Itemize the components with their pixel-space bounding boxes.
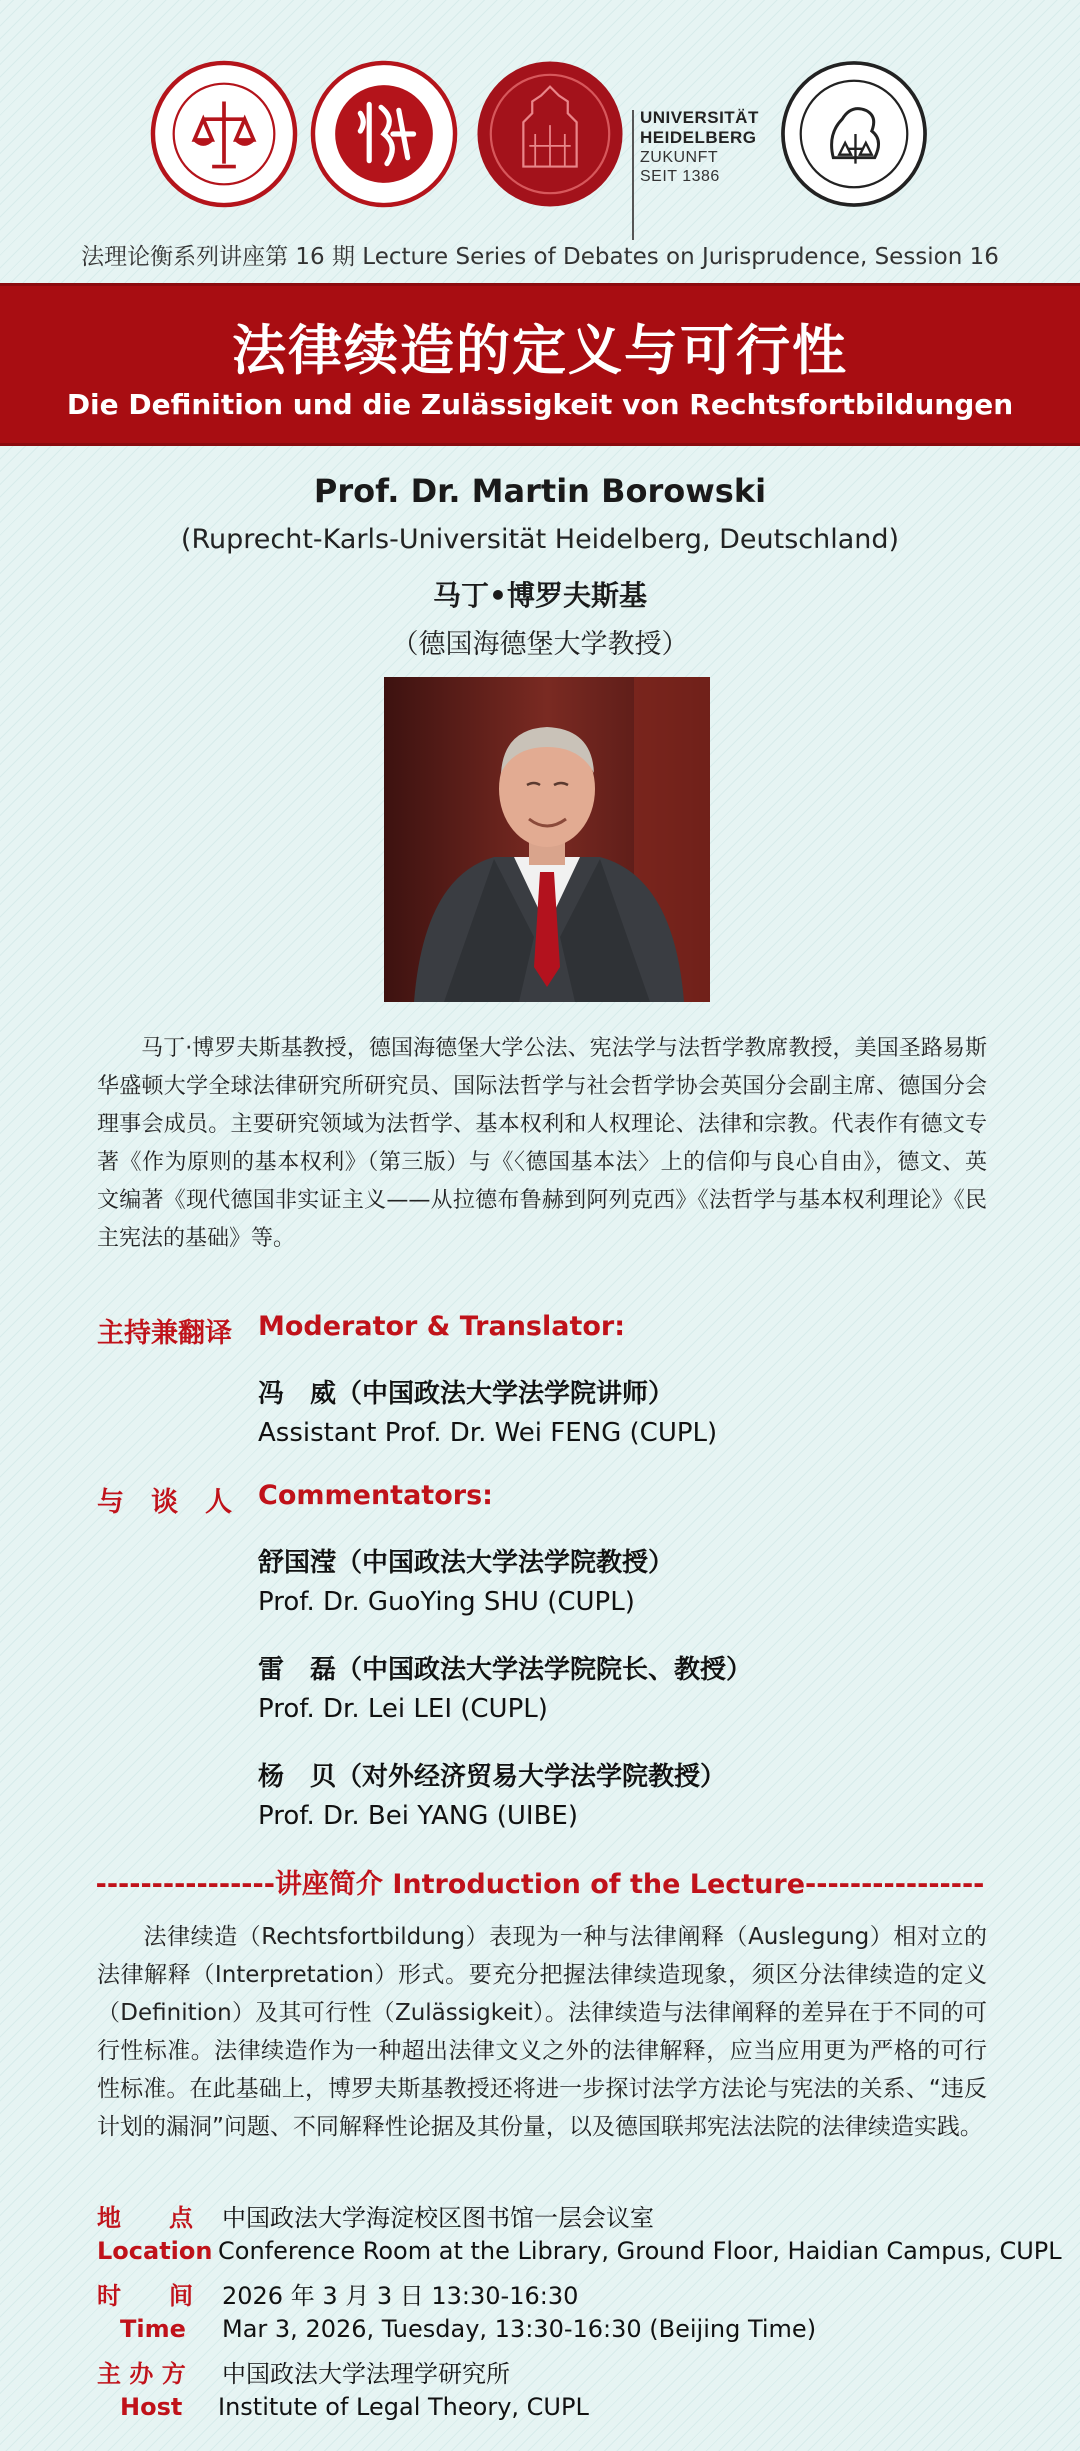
speaker-affiliation-en: (Ruprecht-Karls-Universität Heidelberg, Deutschland) bbox=[180, 524, 900, 555]
commentator-name-zh: 杨 贝（对外经济贸易大学法学院教授） bbox=[258, 1762, 727, 1792]
location-value-en: Conference Room at the Library, Ground Floor, Haidian Campus, CUPL bbox=[218, 2237, 1062, 2265]
commentator-name-en: Prof. Dr. Lei LEI (CUPL) bbox=[258, 1694, 548, 1724]
heidelberg-divider bbox=[632, 110, 634, 240]
commentator-name-en: Prof. Dr. GuoYing SHU (CUPL) bbox=[258, 1587, 635, 1617]
commentator-name-zh: 雷 磊（中国政法大学法学院院长、教授） bbox=[258, 1655, 753, 1685]
commentator-name-en: Prof. Dr. Bei YANG (UIBE) bbox=[258, 1801, 578, 1831]
commentators-label-zh: 与 谈 人 bbox=[97, 1487, 232, 1518]
moderator-label-en: Moderator & Translator: bbox=[258, 1311, 626, 1342]
speaker-photo bbox=[384, 677, 710, 1002]
location-label-en: Location bbox=[97, 2237, 213, 2265]
logo-row bbox=[0, 50, 1080, 210]
speaker-bio-text: 马丁·博罗夫斯基教授，德国海德堡大学公法、宪法学与法哲学教席教授，美国圣路易斯华盛顿大学全球法律研究所研究员、国际法哲学与社会哲学协会英国分会副主席、德国分会理事会成员。主要研究领域为法哲学、基本权利和人权理论、法律和宗教。代表作有德文专著《作为原则的基本权利》（第三版）与《〈德国基本法〉上的信仰与良心自由》，德文、英文编著《现代德国非实证主义——从拉德布鲁赫到阿列克西》《法哲学与基本权利理论》《民主宪法的基础》等。 bbox=[97, 1036, 987, 1251]
speaker-name-en: Prof. Dr. Martin Borowski bbox=[313, 472, 767, 510]
heidelberg-name-line2: HEIDELBERG bbox=[640, 128, 757, 147]
host-label-zh: 主 办 方 bbox=[97, 2360, 186, 2388]
host-label-en: Host bbox=[120, 2393, 183, 2421]
speaker-bio bbox=[97, 1030, 987, 1258]
lecture-title: 法律续造的定义与可行性 bbox=[232, 319, 848, 382]
moderator-label-zh: 主持兼翻译 bbox=[97, 1318, 232, 1349]
moderator-name-en: Assistant Prof. Dr. Wei FENG (CUPL) bbox=[258, 1418, 718, 1448]
time-value-en: Mar 3, 2026, Tuesday, 13:30-16:30 (Beijing Time) bbox=[222, 2315, 817, 2343]
moderator-name-zh: 冯 威（中国政法大学法学院讲师） bbox=[258, 1379, 675, 1409]
time-label-en: Time bbox=[120, 2315, 186, 2343]
location-label-zh: 地 点 bbox=[97, 2204, 193, 2232]
speaker-affiliation-zh: （德国海德堡大学教授） bbox=[391, 629, 689, 660]
speaker-name-zh: 马丁•博罗夫斯基 bbox=[433, 579, 647, 612]
heidelberg-name-line1: UNIVERSITÄT bbox=[640, 108, 759, 127]
cupl-seal-logo bbox=[150, 60, 298, 208]
intro-text: 法律续造（Rechtsfortbildung）表现为一种与法律阐释（Auslegung）相对立的法律解释（Interpretation）形式。要充分把握法律续造现象，须区分法律续造的定义（Definition）及其可行性（Zulässigkeit）。法律续造与法律阐释的差异在于不同的可行性标准。法律续造作为一种超出法律文义之外的法律解释，应当应用更为严格的可行性标准。在此基础上，博罗夫斯基教授还将进一步探讨法学方法论与宪法的关系、“违反计划的漏洞”问题、不同解释性论据及其份量，以及德国联邦宪法法院的法律续造实践。 bbox=[97, 1924, 987, 2140]
heidelberg-seal-logo bbox=[476, 60, 624, 208]
commentator-name-zh: 舒国滢（中国政法大学法学院教授） bbox=[258, 1548, 675, 1578]
cupl-law-school-seal-logo bbox=[310, 60, 458, 208]
lecture-subtitle: Die Definition und die Zulässigkeit von Rechtsfortbildungen bbox=[66, 388, 1014, 421]
host-value-zh: 中国政法大学法理学研究所 bbox=[222, 2360, 510, 2388]
heidelberg-tag-line1: ZUKUNFT bbox=[640, 149, 719, 166]
time-value-zh: 2026 年 3 月 3 日 13:30-16:30 bbox=[222, 2282, 579, 2310]
heidelberg-tag-line2: SEIT 1386 bbox=[640, 168, 720, 185]
time-label-zh: 时 间 bbox=[97, 2282, 193, 2310]
intro-heading: ----------------讲座简介 Introduction of the Lecture---------------- bbox=[95, 1869, 985, 1900]
intro-body bbox=[97, 1918, 987, 2146]
location-value-zh: 中国政法大学海淀校区图书馆一层会议室 bbox=[222, 2204, 654, 2232]
title-banner bbox=[0, 283, 1080, 446]
series-caption: 法理论衡系列讲座第 16 期 Lecture Series of Debates on Jurisprudence, Session 16 bbox=[81, 244, 999, 270]
sigill-facultatis-seal-logo bbox=[780, 60, 928, 208]
heidelberg-wordmark bbox=[640, 108, 780, 186]
commentators-label-en: Commentators: bbox=[258, 1480, 493, 1511]
host-value-en: Institute of Legal Theory, CUPL bbox=[218, 2393, 589, 2421]
